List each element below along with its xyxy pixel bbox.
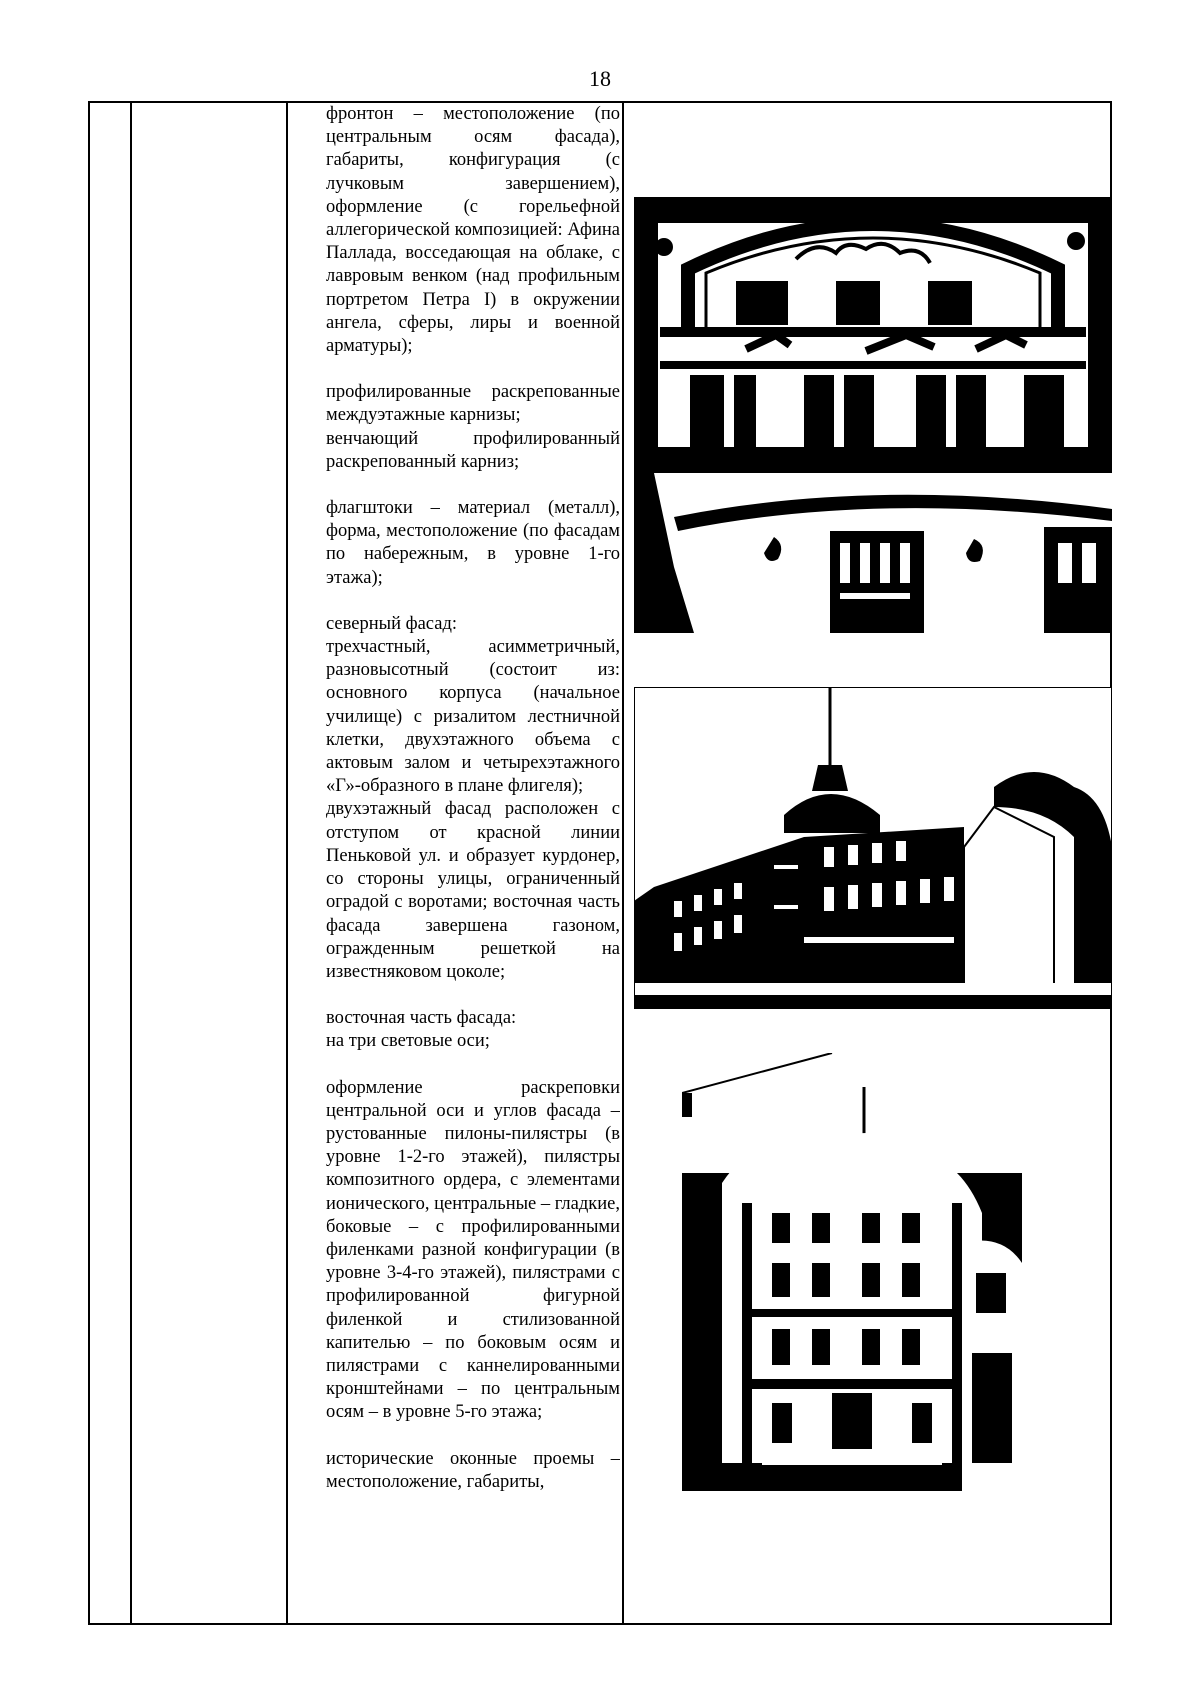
- cornice-image: [634, 447, 1112, 633]
- column-divider-3: [622, 103, 624, 1623]
- pediment-image: [636, 199, 1110, 453]
- north-facade-image: [634, 687, 1112, 1009]
- east-facade-photo: [682, 1053, 1022, 1491]
- paragraph-east-facade-axes: на три световые оси;: [326, 1031, 490, 1052]
- paragraph-north-facade-heading: северный фасад:: [326, 613, 457, 634]
- paragraph-north-facade-composition: трехчастный, асимметричный, разновысотный (состоит из: основного корпуса (начальное училище) с ризалитом лестничной клетки, двухэтажного объема с актовым залом и четырехэтажного «Г»-образного в плане флигеля);: [326, 637, 620, 797]
- pediment-photo: [634, 197, 1112, 455]
- paragraph-flagpoles: флагштоки – материал (металл), форма, местоположение (по фасадам по набережным, в уровне 1-го этажа);: [326, 498, 620, 588]
- page-number: 18: [589, 66, 611, 91]
- column-divider-2: [286, 103, 288, 1623]
- paragraph-crowning-cornice: венчающий профилированный раскрепованный карниз;: [326, 428, 620, 472]
- paragraph-north-facade-setback: двухэтажный фасад расположен с отступом от красной линии Пеньковой ул. и образует курдонер, со стороны улицы, ограниченный оградой с воротами; восточная часть фасада завершена газоном, огражденным решеткой на известняковом цоколе;: [326, 799, 620, 982]
- paragraph-east-facade-heading: восточная часть фасада:: [326, 1008, 517, 1029]
- photos-column: [626, 103, 1112, 1623]
- north-facade-photo: [634, 687, 1112, 1009]
- table-frame: [88, 101, 1112, 1625]
- cornice-photo: [634, 447, 1112, 633]
- paragraph-pilasters: оформление раскреповки центральной оси и углов фасада – рустованные пилоны-пилястры (в уровне 1-2-го этажей), пилястры композитного ордера, с элементами ионического, центральные – гладкие, боковые – с профилированными филенками разной конфигурации (в уровне 3-4-го этажей), пилястрами с профилированной фигурной филенкой и стилизованной капителью – по боковым осям и пилястрами с каннелированными кронштейнами – по центральным осям – в уровне 5-го этажа;: [326, 1077, 620, 1423]
- description-column: [326, 103, 620, 1623]
- column-divider-1: [130, 103, 132, 1623]
- paragraph-window-openings: исторические оконные проемы – местоположение, габариты,: [326, 1448, 620, 1492]
- paragraph-pediment: фронтон – местоположение (по центральным осям фасада), габариты, конфигурация (с лучковым завершением), оформление (с горельефной аллегорической композицией: Афина Паллада, восседающая на облаке, с лавровым венком (над профильным портретом Петра I) в окружении ангела, сферы, лиры и военной арматуры);: [326, 104, 620, 357]
- paragraph-interfloor-cornices: профилированные раскрепованные междуэтажные карнизы;: [326, 382, 620, 426]
- east-facade-image: [682, 1053, 1022, 1491]
